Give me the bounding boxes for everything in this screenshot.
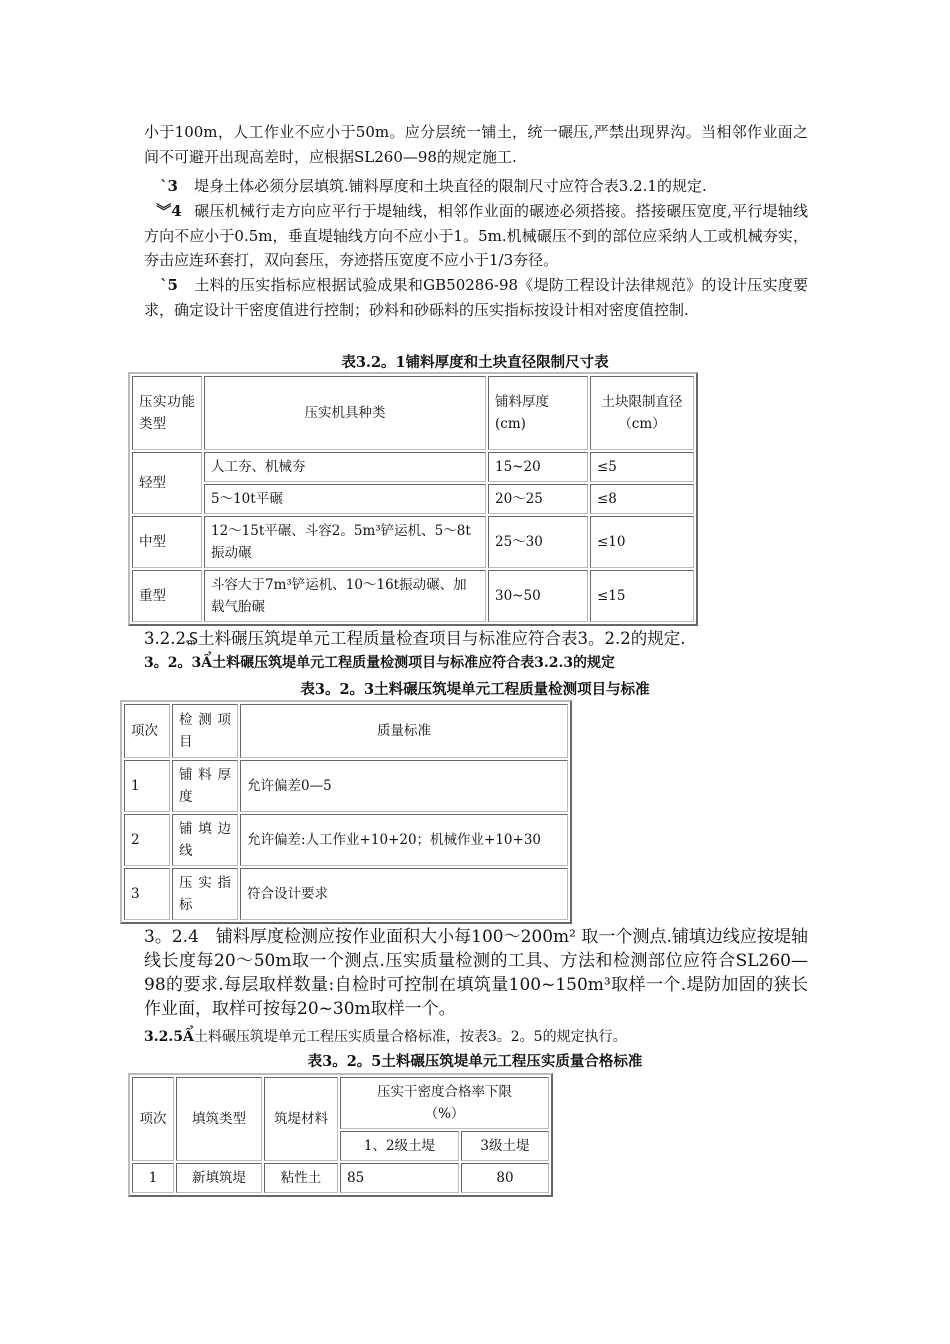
clause-5-number: `5 (160, 276, 178, 294)
section-3-2-4: 3。2.4 铺料厚度检测应按作业面积大小每100～200m² 取一个测点.铺填边线应按堤轴线长度每20～50m取一个测点.压实质量检测的工具、方法和检测部位应符合SL260—98的要求.每层取样数量:自检时可控制在填筑量100~150m³取样一个.堤防加固的狭长作业面，取样可按每20~30m取样一个。 (144, 927, 808, 1019)
section-3-2-5: 3.2.5Ẩ土料碾压筑堤单元工程压实质量合格标准，按表3。2。5的规定执行。 (144, 1029, 627, 1045)
table1-row-diameter: ≤10 (590, 516, 694, 568)
clause-5-text: 土料的压实指标应根据试验成果和GB50286-98《堤防工程设计法律规范》的设计压实度要求，确定设计干密度值进行控制；砂料和砂砾料的压实指标按设计相对密度值控制. (144, 276, 808, 319)
section-3-2-3: 3。2。3Ẩ土料碾压筑堤单元工程质量检测项目与标准应符合表3.2.3的规定 (144, 655, 616, 671)
table2-row-item: 压实指标 (172, 868, 238, 920)
table3-header-level3: 3级土堤 (461, 1131, 549, 1161)
table2-row-no: 3 (124, 868, 170, 920)
table1-row-diameter: ≤5 (590, 452, 694, 482)
table1-row-type: 重型 (132, 570, 202, 622)
table2-row-item: 铺料厚度 (172, 760, 238, 812)
clause-4 (144, 199, 808, 273)
table2-row-item: 铺填边线 (172, 814, 238, 866)
table3-row-level12: 85 (340, 1163, 459, 1193)
table1-row-machine: 5～10t平碾 (204, 484, 486, 514)
table2 (120, 700, 572, 924)
section-3-2-2: 3.2.2₷土料碾压筑堤单元工程质量检查项目与标准应符合表3。2.2的规定. (144, 629, 686, 648)
table2-header-no: 项次 (124, 704, 170, 758)
table1-header-type: 压实功能 类型 (132, 376, 202, 450)
table1-row-type: 轻型 (132, 452, 202, 514)
table1-row-thickness: 20～25 (488, 484, 588, 514)
table2-header-item: 检测项目 (172, 704, 238, 758)
clause-4-number: ︾4 (156, 202, 182, 220)
clause-4-text: 碾压机械行走方向应平行于堤轴线，相邻作业面的碾迹必须搭接。搭接碾压宽度,平行堤轴线方向不应小于0.5m，垂直堤轴线方向不应小于1。5m.机械碾压不到的部位应采纳人工或机械夯实，夯击应连环套打，双向套压，夯迹搭压宽度不应小于1/3夯径。 (144, 202, 808, 269)
table1-row-diameter: ≤8 (590, 484, 694, 514)
table1-row-machine: 斗容大于7m³铲运机、10～16t振动碾、加载气胎碾 (204, 570, 486, 622)
table1-row-thickness: 25～30 (488, 516, 588, 568)
clause-3-text: 堤身土体必须分层填筑.铺料厚度和土块直径的限制尺寸应符合表3.2.1的规定. (194, 177, 707, 195)
clause-5 (144, 273, 808, 322)
table3-row-material: 粘性土 (264, 1163, 338, 1193)
table1-row-type: 中型 (132, 516, 202, 568)
table3-header-level12: 1、2级土堤 (340, 1131, 459, 1161)
table2-caption: 表3。2。3土料碾压筑堤单元工程质量检测项目与标准 (300, 681, 650, 698)
table2-row-standard: 允许偏差0—5 (240, 760, 568, 812)
intro-paragraph: 小于100m，人工作业不应小于50m。应分层统一铺土，统一碾压,严禁出现界沟。当相邻作业面之间不可避开出现高差时，应根据SL260—98的规定施工. (144, 123, 808, 166)
table1-row-machine: 人工夯、机械夯 (204, 452, 486, 482)
table2-row-standard: 允许偏差:人工作业+10+20；机械作业+10+30 (240, 814, 568, 866)
table3-header-rate: 压实干密度合格率下限 （%） (340, 1077, 549, 1129)
table1-row-machine: 12～15t平碾、斗容2。5m³铲运机、5～8t振动碾 (204, 516, 486, 568)
table3-row-level3: 80 (461, 1163, 549, 1193)
table3-caption: 表3。2。5土料碾压筑堤单元工程压实质量合格标准 (307, 1053, 643, 1070)
table3 (128, 1073, 553, 1197)
table1-header-thickness: 铺料厚度 (cm) (488, 376, 588, 450)
table2-row-no: 1 (124, 760, 170, 812)
table1-row-diameter: ≤15 (590, 570, 694, 622)
table3-row-no: 1 (132, 1163, 174, 1193)
clause-3-number: `3 (160, 177, 178, 195)
clause-3 (144, 174, 808, 199)
table2-row-no: 2 (124, 814, 170, 866)
table2-row-standard: 符合设计要求 (240, 868, 568, 920)
table3-row-type: 新填筑堤 (176, 1163, 262, 1193)
table1-header-machine: 压实机具种类 (204, 376, 486, 450)
table1-caption: 表3.2。1铺料厚度和土块直径限制尺寸表 (341, 354, 609, 371)
table1 (128, 372, 698, 626)
table3-header-type: 填筑类型 (176, 1077, 262, 1161)
table3-header-no: 项次 (132, 1077, 174, 1161)
table1-row-thickness: 15~20 (488, 452, 588, 482)
table1-header-diameter: 土块限制直径 （cm） (590, 376, 694, 450)
table2-header-standard: 质量标准 (240, 704, 568, 758)
table3-header-material: 筑堤材料 (264, 1077, 338, 1161)
table1-row-thickness: 30~50 (488, 570, 588, 622)
